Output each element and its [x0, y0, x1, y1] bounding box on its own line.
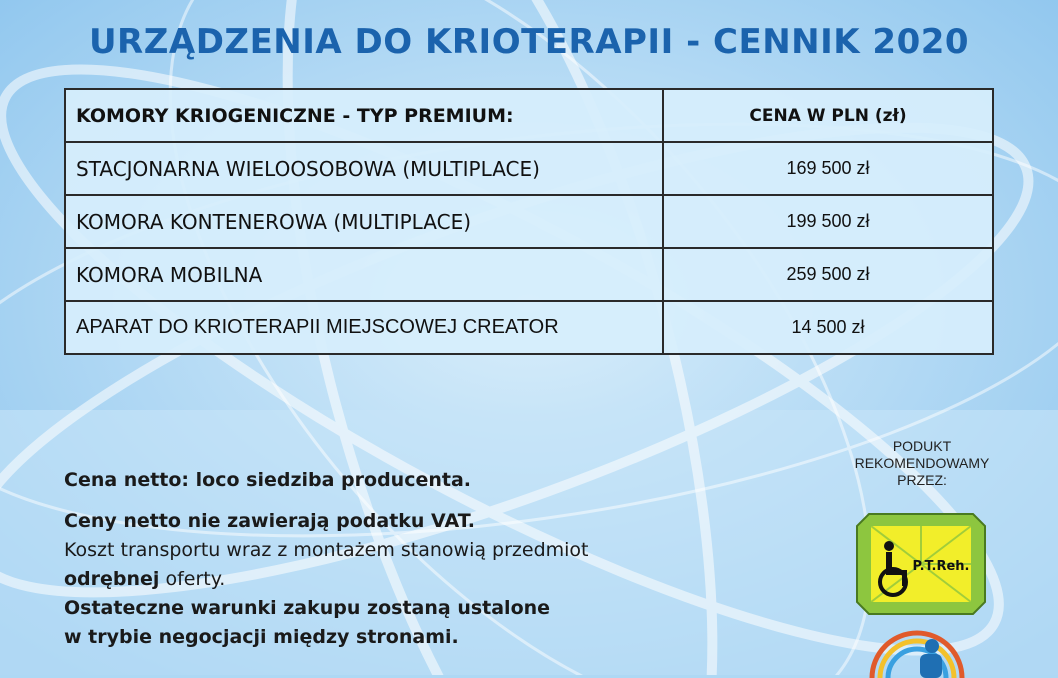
pricing-notes	[64, 466, 589, 652]
note-separate-rest: oferty.	[159, 568, 226, 590]
table-row	[65, 142, 993, 195]
price-table	[64, 88, 994, 355]
note-separate-offer	[64, 565, 589, 594]
note-terms: Ostateczne warunki zakupu zostaną ustalone	[64, 597, 551, 619]
header-price: CENA W PLN (zł)	[663, 89, 993, 142]
product-name: APARAT DO KRIOTERAPII MIEJSCOWEJ CREATOR	[65, 301, 663, 354]
ptreh-logo	[855, 512, 987, 616]
rec-line-3: PRZEZ:	[897, 472, 947, 488]
product-price: 14 500 zł	[663, 301, 993, 354]
rec-line-2: REKOMENDOWAMY	[854, 455, 990, 471]
badge-text: P.T.Reh.	[912, 559, 970, 574]
note-vat: Ceny netto nie zawierają podatku VAT.	[64, 510, 475, 532]
rec-line-1: PODUKT	[892, 438, 952, 454]
note-transport: Koszt transportu wraz z montażem stanowią przedmiot	[64, 539, 589, 561]
note-loco: Cena netto: loco siedziba producenta.	[64, 469, 471, 491]
table-header-row	[65, 89, 993, 142]
recommendation-label	[842, 438, 1002, 489]
page-title: URZĄDZENIA DO KRIOTERAPII - CENNIK 2020	[88, 22, 970, 62]
secondary-logo	[862, 628, 972, 678]
table-row	[65, 195, 993, 248]
table-row	[65, 248, 993, 301]
product-name: KOMORA KONTENEROWA (MULTIPLACE)	[65, 195, 663, 248]
product-name: KOMORA MOBILNA	[65, 248, 663, 301]
product-price: 169 500 zł	[663, 142, 993, 195]
header-product: KOMORY KRIOGENICZNE - TYP PREMIUM:	[65, 89, 663, 142]
product-price: 259 500 zł	[663, 248, 993, 301]
product-price: 199 500 zł	[663, 195, 993, 248]
table-row	[65, 301, 993, 354]
product-name: STACJONARNA WIELOOSOBOWA (MULTIPLACE)	[65, 142, 663, 195]
note-separate-bold: odrębnej	[64, 568, 160, 590]
note-negotiation: w trybie negocjacji między stronami.	[64, 626, 459, 648]
